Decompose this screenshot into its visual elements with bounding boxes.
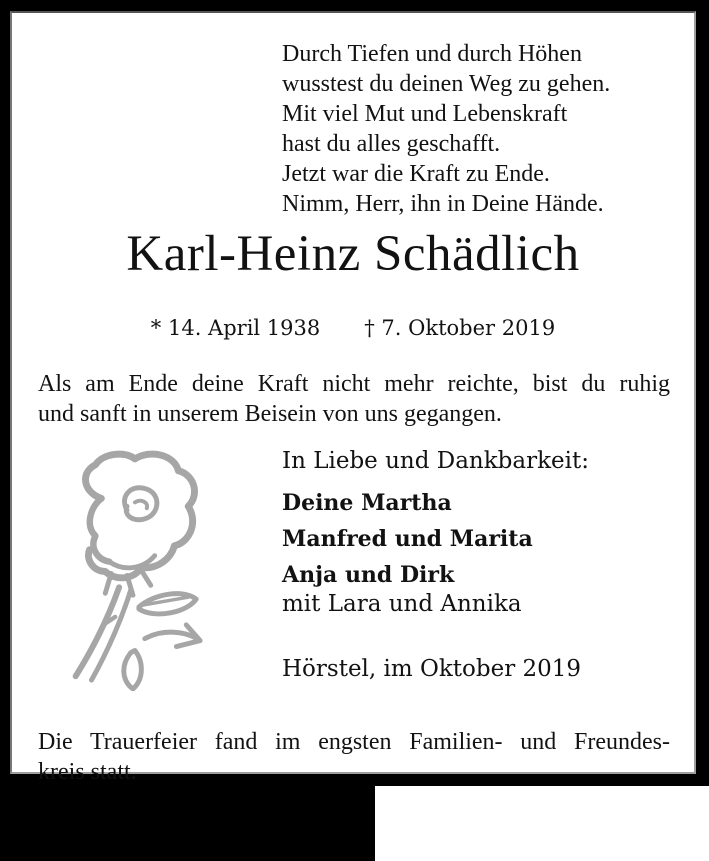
memorial-poem xyxy=(282,39,670,219)
mourner-name: Anja und Dirk xyxy=(282,562,455,589)
deceased-name: Karl-Heinz Schädlich xyxy=(126,226,580,282)
farewell-message-line: Als am Ende deine Kraft nicht mehr reichte, bist du ruhig xyxy=(38,371,670,398)
poem-line: Durch Tiefen und durch Höhen xyxy=(282,41,582,67)
poem-line: Jetzt war die Kraft zu Ende. xyxy=(282,161,550,187)
mourners-block xyxy=(282,447,694,684)
mourners-intro: In Liebe und Dankbarkeit: xyxy=(282,448,589,475)
birth-date: * 14. April 1938 xyxy=(150,316,321,341)
farewell-message xyxy=(38,369,670,429)
poem-line: wusstest du deinen Weg zu gehen. xyxy=(282,71,611,97)
poem-line: hast du alles geschafft. xyxy=(282,131,501,157)
funeral-note-line: kreis statt. xyxy=(38,759,137,786)
memorial-row xyxy=(12,447,694,702)
life-dates xyxy=(12,315,694,341)
mourners-addition: mit Lara und Annika xyxy=(282,591,522,618)
place-and-date: Hörstel, im Oktober 2019 xyxy=(282,656,582,683)
death-date: † 7. Oktober 2019 xyxy=(364,316,556,341)
poem-line: Nimm, Herr, ihn in Deine Hände. xyxy=(282,191,604,217)
obituary-card xyxy=(10,11,696,786)
funeral-note xyxy=(38,727,670,787)
farewell-message-line: und sanft in unserem Beisein von uns gegangen. xyxy=(38,401,502,428)
mourner-name: Manfred und Marita xyxy=(282,526,533,553)
bottom-left-black-block xyxy=(0,786,375,861)
funeral-note-line: Die Trauerfeier fand im engsten Familien- und Freundes- xyxy=(38,729,670,756)
rose-illustration xyxy=(40,449,218,691)
mourner-name: Deine Martha xyxy=(282,490,452,517)
poem-line: Mit viel Mut und Lebenskraft xyxy=(282,101,568,127)
